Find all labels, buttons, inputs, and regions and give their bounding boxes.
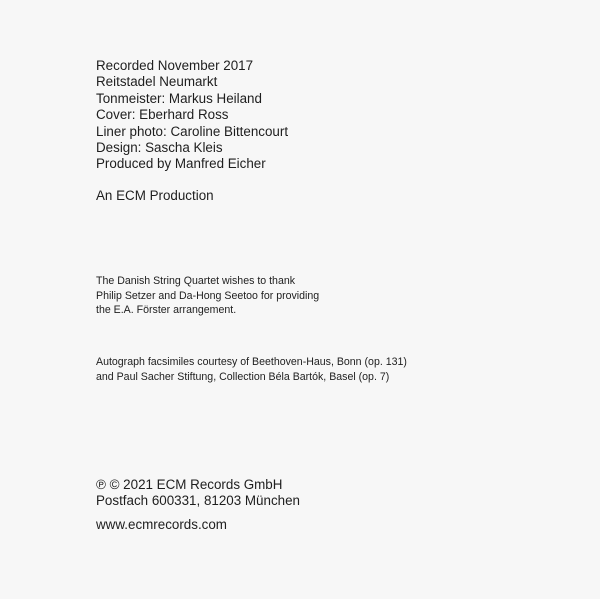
- autograph-block: [96, 355, 407, 384]
- autograph-line-2: and Paul Sacher Stiftung, Collection Béla Bartók, Basel (op. 7): [96, 370, 390, 383]
- copyright-line: ℗ © 2021 ECM Records GmbH: [96, 477, 283, 492]
- credit-cover: Cover: Eberhard Ross: [96, 107, 229, 123]
- credits-block: [96, 58, 288, 173]
- credit-liner-photo: Liner photo: Caroline Bittencourt: [96, 123, 289, 139]
- credit-design: Design: Sascha Kleis: [96, 140, 223, 156]
- website-link[interactable]: www.ecmrecords.com: [96, 517, 227, 532]
- credit-tonmeister: Tonmeister: Markus Heiland: [96, 90, 262, 106]
- autograph-line-1: Autograph facsimiles courtesy of Beethoven-Haus, Bonn (op. 131): [96, 356, 407, 368]
- credit-producer: Produced by Manfred Eicher: [96, 156, 266, 172]
- postal-address: Postfach 600331, 81203 München: [96, 493, 300, 509]
- thanks-line-1: The Danish String Quartet wishes to thank: [96, 275, 296, 287]
- credit-location: Reitstadel Neumarkt: [96, 74, 218, 90]
- thanks-line-2: Philip Setzer and Da-Hong Seetoo for providing: [96, 289, 320, 302]
- thanks-line-3: the E.A. Förster arrangement.: [96, 304, 237, 317]
- credit-recorded: Recorded November 2017: [96, 58, 254, 73]
- thanks-block: [96, 274, 319, 318]
- production-line: An ECM Production: [96, 188, 214, 203]
- copyright-block: [96, 477, 300, 510]
